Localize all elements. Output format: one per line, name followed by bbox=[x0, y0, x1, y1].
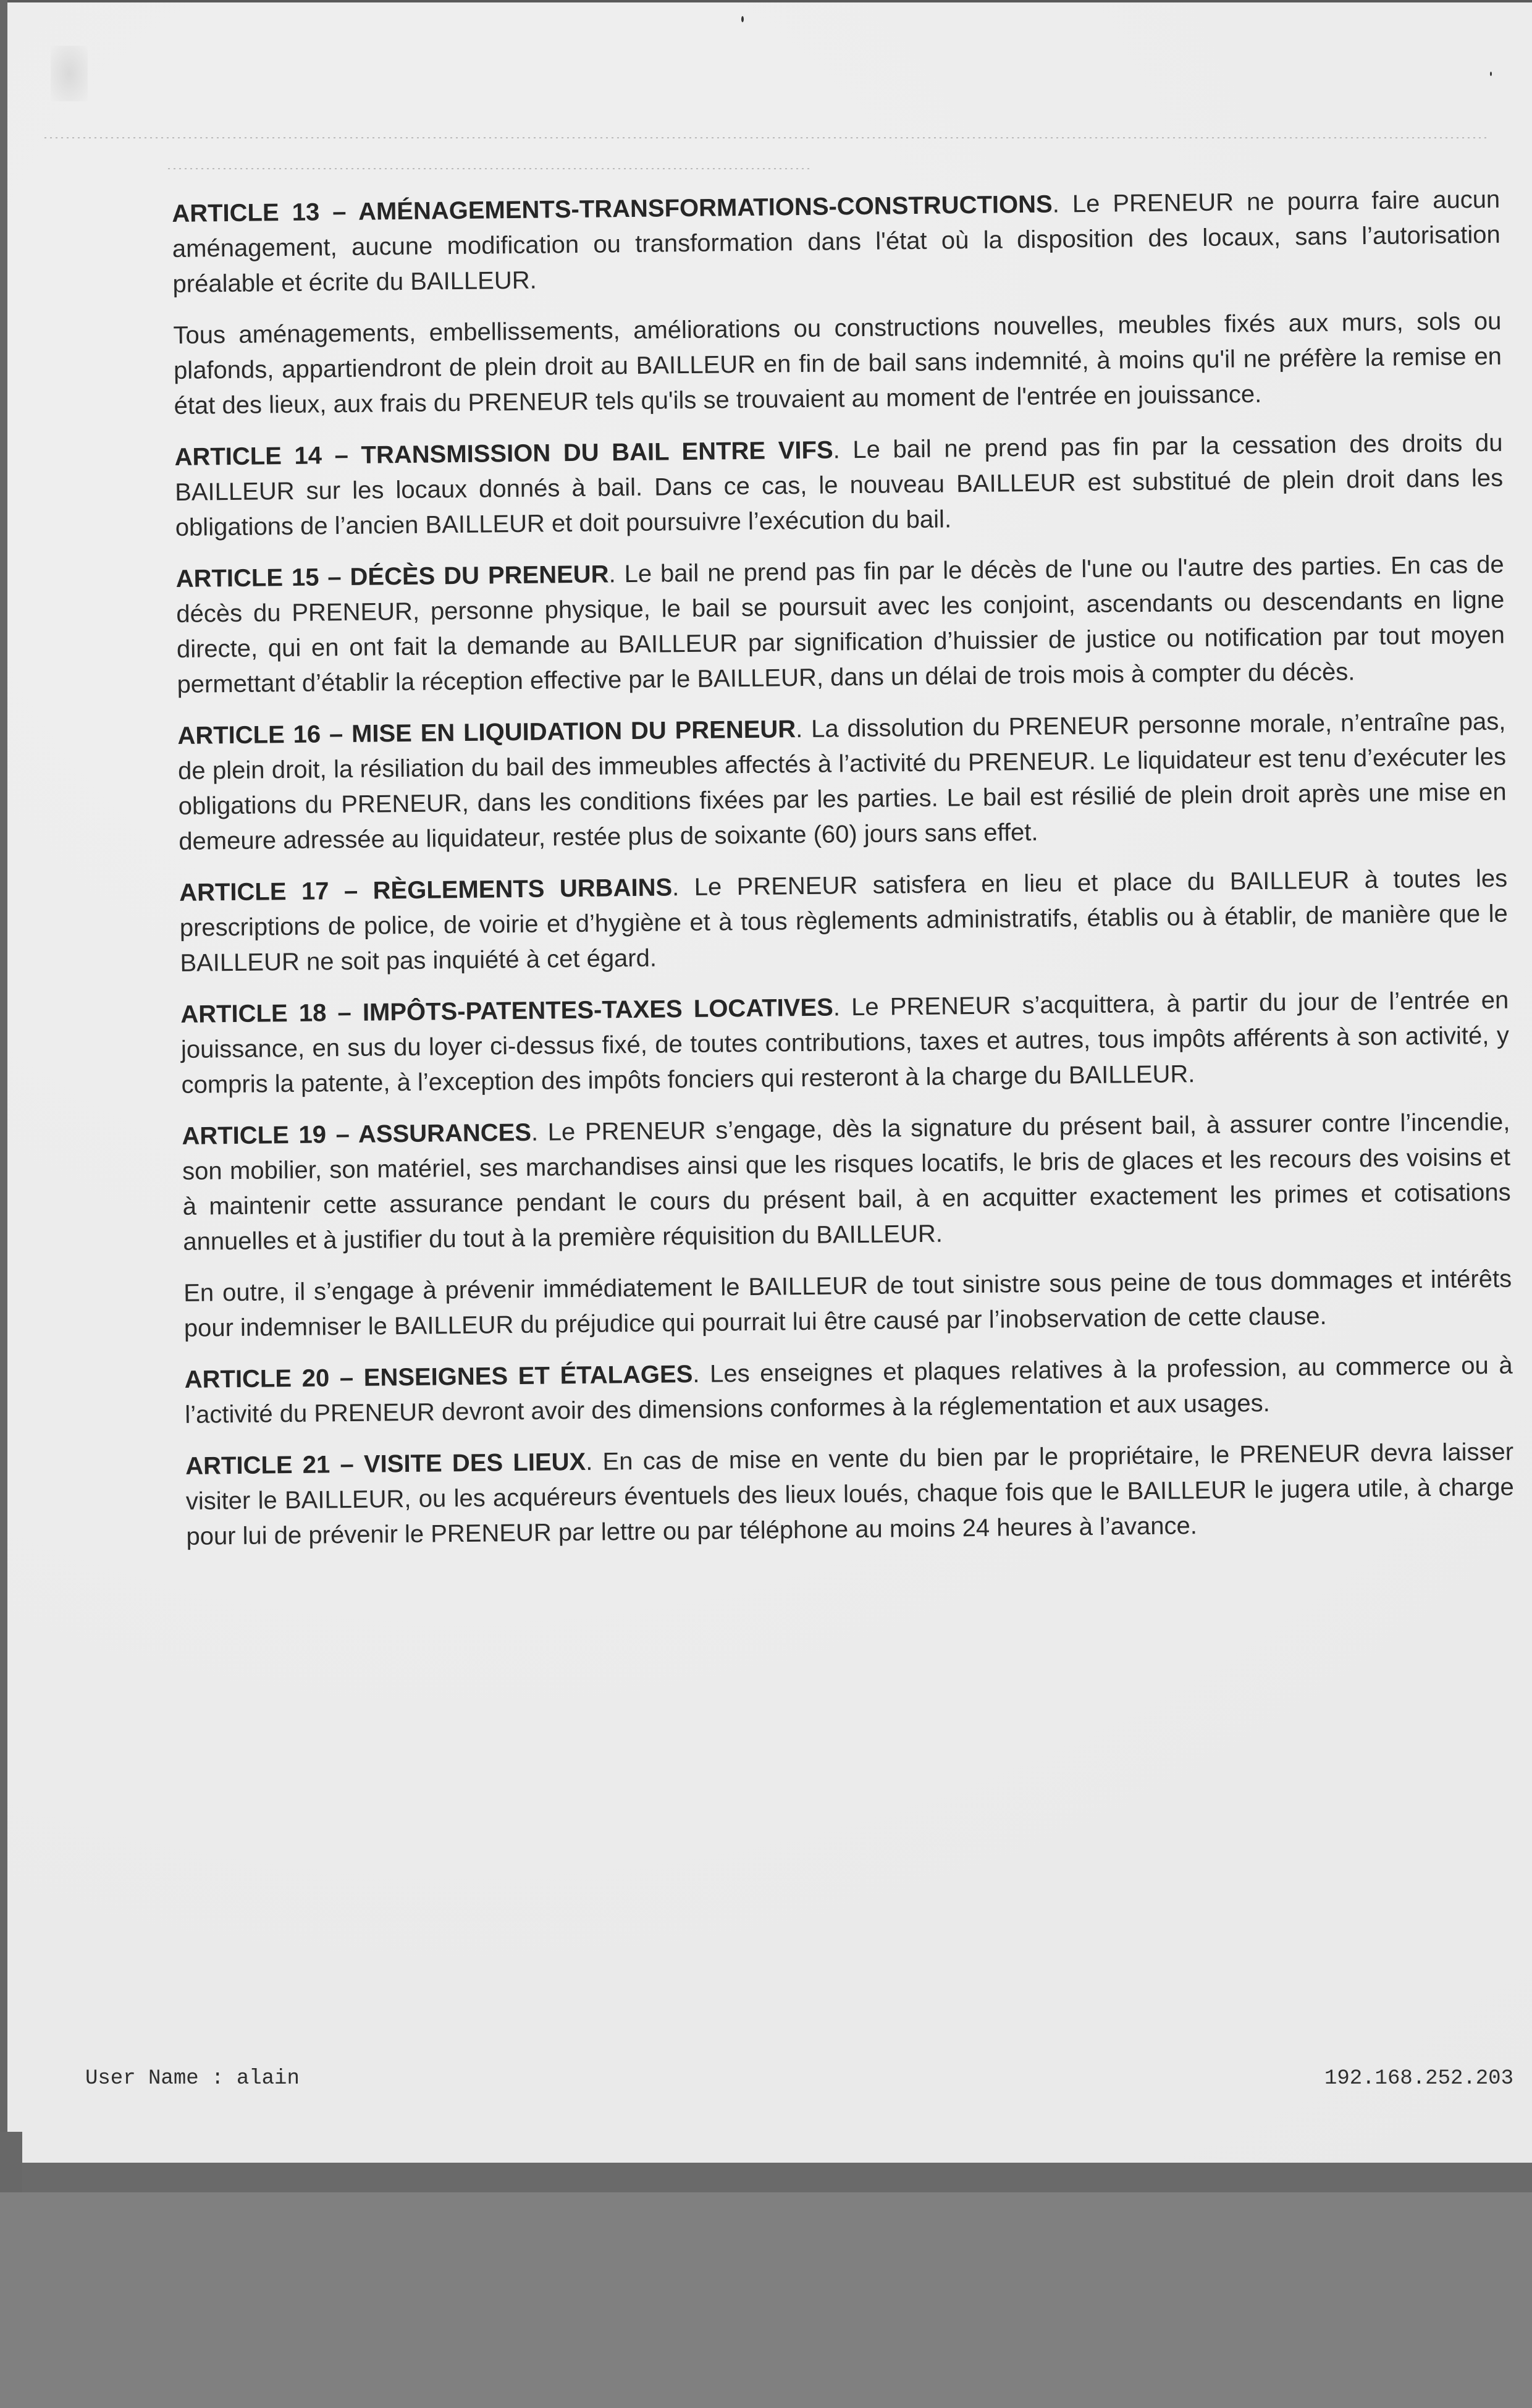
article-19-paragraph-2: En outre, il s’engage à prévenir immédiatement le BAILLEUR de tout sinistre sous peine de tous dommages et intérêts pour indemniser le BAILLEUR du préjudice qui pourrait lui être causé par l’inobservation de cette clause. bbox=[183, 1265, 1512, 1342]
scan-left-edge-low bbox=[0, 2132, 22, 2192]
scan-speck bbox=[741, 16, 744, 22]
article-heading: ARTICLE 15 – DÉCÈS DU PRENEUR bbox=[175, 560, 609, 593]
article-13 bbox=[172, 182, 1501, 302]
article-heading: ARTICLE 13 – AMÉNAGEMENTS-TRANSFORMATIONS-CONSTRUCTIONS bbox=[172, 190, 1053, 227]
scan-smudge bbox=[51, 46, 88, 101]
article-text: . Le bail ne prend pas fin par la cessation des droits du BAILLEUR sur les locaux donnés à bail. Dans ce cas, le nouveau BAILLEUR est substitué de plein droit dans les obligations de l’ancien BAILLEUR et doit poursuivre l’exécution du bail. bbox=[174, 429, 1504, 541]
scan-bottom-band bbox=[0, 2163, 1532, 2192]
article-text: . Le PRENEUR s’acquittera, à partir du jour de l’entrée en jouissance, en sus du loyer ci-dessus fixé, de toutes contributions, taxes et autres, tous impôts afférents à son activité, y compris la patente, à l’exception des impôts fonciers qui resteront à la charge du BAILLEUR. bbox=[180, 986, 1510, 1099]
article-heading: ARTICLE 18 – IMPÔTS-PATENTES-TAXES LOCATIVES bbox=[180, 994, 834, 1028]
scan-left-edge bbox=[0, 0, 7, 2192]
article-19 bbox=[182, 1105, 1511, 1260]
article-18 bbox=[180, 983, 1510, 1103]
article-text: . Le PRENEUR ne pourra faire aucun aménagement, aucune modification ou transformation dans l'état où la disposition des locaux, sans l’autorisation préalable et écrite du BAILLEUR. bbox=[172, 185, 1501, 298]
article-14 bbox=[174, 426, 1504, 546]
footer-ip-address: 192.168.252.203 bbox=[1324, 2067, 1513, 2090]
article-heading: ARTICLE 17 – RÈGLEMENTS URBAINS bbox=[179, 874, 673, 906]
lease-articles bbox=[172, 182, 1515, 1571]
scan-noise bbox=[44, 137, 1490, 138]
article-text: . Le bail ne prend pas fin par le décès de l'une ou l'autre des parties. En cas de décès du PRENEUR, personne physique, le bail se poursuit avec les conjoint, ascendants ou descendants en ligne directe, qui en ont fait la demande au BAILLEUR par signification d’huissier de justice ou notification par tout moyen permettant d’établir la réception effective par le BAILLEUR, dans un délai de trois mois à compter du décès. bbox=[176, 551, 1505, 698]
article-15 bbox=[175, 547, 1505, 703]
article-heading: ARTICLE 16 – MISE EN LIQUIDATION DU PRENEUR bbox=[177, 716, 796, 750]
article-16 bbox=[177, 704, 1507, 860]
article-17 bbox=[179, 861, 1509, 981]
article-heading: ARTICLE 19 – ASSURANCES bbox=[182, 1118, 532, 1150]
article-20 bbox=[184, 1348, 1513, 1433]
article-text: . Le PRENEUR satisfera en lieu et place du BAILLEUR à toutes les prescriptions de police, de voirie et d’hygiène et à tous règlements administratifs, établis ou à établir, de manière que le BAILLEUR ne soit pas inquiété à cet égard. bbox=[179, 864, 1508, 977]
footer-user-name: User Name : alain bbox=[85, 2067, 300, 2090]
article-text: . En cas de mise en vente du bien par le propriétaire, le PRENEUR devra laisser visiter le BAILLEUR, ou les acquéreurs éventuels des lieux loués, chaque fois que le BAILLEUR le jugera utile, à charge pour lui de prévenir le PRENEUR par lettre ou par téléphone au moins 24 heures à l’avance. bbox=[185, 1438, 1514, 1550]
article-21 bbox=[185, 1435, 1515, 1555]
article-heading: ARTICLE 21 – VISITE DES LIEUX bbox=[185, 1448, 586, 1480]
article-text: . La dissolution du PRENEUR personne morale, n’entraîne pas, de plein droit, la résiliation du bail des immeubles affectés à l’activité du PRENEUR. Le liquidateur est tenu d’exécuter les obligations du PRENEUR, dans les conditions fixées par les parties. Le bail est résilié de plein droit après une mise en demeure adressée au liquidateur, restée plus de soixante (60) jours sans effet. bbox=[177, 708, 1507, 855]
article-text: . Les enseignes et plaques relatives à la profession, au commerce ou à l’activité du PRENEUR devront avoir des dimensions conformes à la réglementation et aux usages. bbox=[185, 1351, 1513, 1429]
scan-noise bbox=[168, 168, 810, 169]
article-heading: ARTICLE 14 – TRANSMISSION DU BAIL ENTRE VIFS bbox=[174, 436, 833, 471]
scan-speck bbox=[1490, 72, 1492, 76]
article-heading: ARTICLE 20 – ENSEIGNES ET ÉTALAGES bbox=[184, 1360, 693, 1393]
article-13-paragraph-2: Tous aménagements, embellissements, améliorations ou constructions nouvelles, meubles fixés aux murs, sols ou plafonds, appartiendront de plein droit au BAILLEUR en fin de bail sans indemnité, à moins qu'il ne préfère la remise en état des lieux, aux frais du PRENEUR tels qu'ils se trouvaient au moment de l'entrée en jouissance. bbox=[173, 307, 1502, 420]
article-text: . Le PRENEUR s’engage, dès la signature du présent bail, à assurer contre l’incendie, son mobilier, son matériel, ses marchandises ainsi que les risques locatifs, le bris de glaces et les recours des voisins et à maintenir cette assurance pendant le cours du présent bail, à en acquitter exactement les primes et cotisations annuelles et à justifier du tout à la première réquisition du BAILLEUR. bbox=[182, 1108, 1511, 1256]
